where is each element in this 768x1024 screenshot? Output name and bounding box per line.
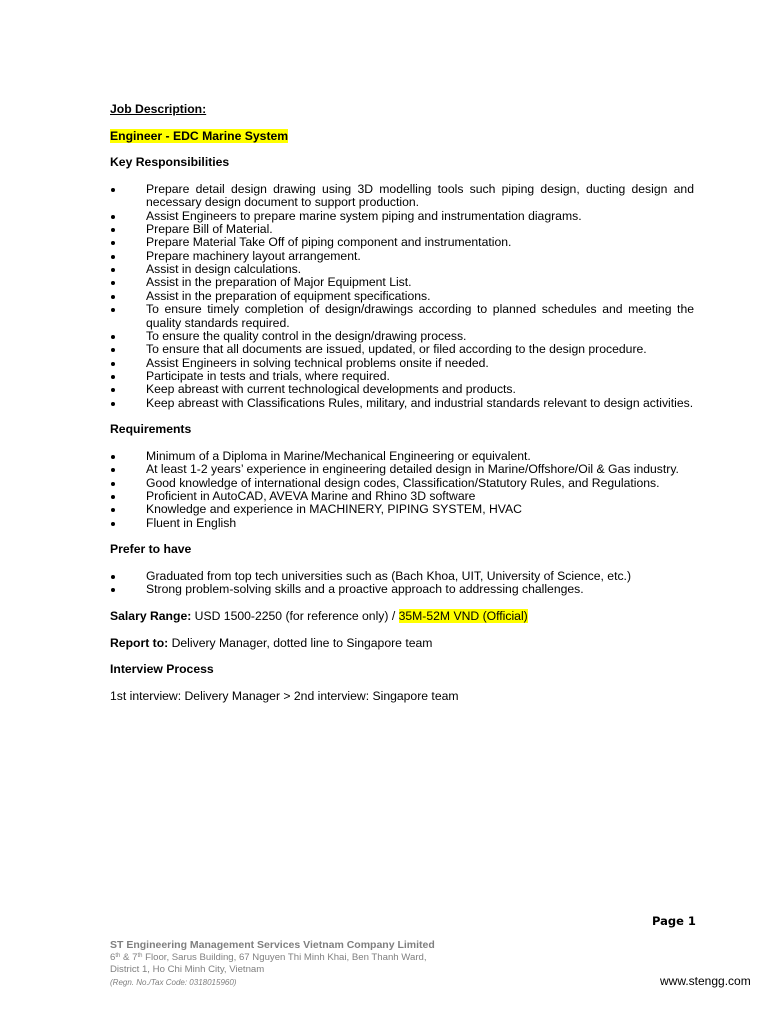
list-item: Assist Engineers in solving technical problems onsite if needed. [110, 357, 694, 370]
list-item: Keep abreast with current technological developments and products. [110, 383, 694, 396]
list-item: Proficient in AutoCAD, AVEVA Marine and Rhino 3D software [110, 490, 694, 503]
list-item: Strong problem-solving skills and a proactive approach to addressing challenges. [110, 583, 694, 596]
list-item: Assist in the preparation of equipment specifications. [110, 290, 694, 303]
requirements-heading: Requirements [110, 422, 192, 437]
page-number: Page 1 [652, 914, 696, 928]
footer-sup-th-2: th [137, 952, 143, 959]
interview-text: 1st interview: Delivery Manager > 2nd interview: Singapore team [110, 689, 459, 704]
document-heading: Job Description: [110, 102, 207, 116]
list-item: Assist Engineers to prepare marine system piping and instrumentation diagrams. [110, 210, 694, 223]
prefer-list [110, 570, 694, 597]
footer-registration: (Regn. No./Tax Code: 0318015960) [110, 977, 237, 987]
key-responsibilities-list [110, 183, 694, 410]
footer-sup-th: th [115, 952, 121, 959]
prefer-heading: Prefer to have [110, 542, 192, 557]
list-item: At least 1-2 years’ experience in engineering detailed design in Marine/Offshore/Oil & Gas industry. [110, 463, 694, 476]
list-item: To ensure that all documents are issued, updated, or filed according to the design procedure. [110, 343, 694, 356]
footer-address-rest: Floor, Sarus Building, 67 Nguyen Thi Minh Khai, Ben Thanh Ward, [142, 951, 427, 963]
footer-company: ST Engineering Management Services Vietnam Company Limited [110, 939, 435, 951]
salary-range [110, 610, 694, 623]
footer-floor-amp: & 7 [120, 951, 138, 963]
list-item: Prepare Bill of Material. [110, 223, 694, 236]
list-item: Prepare detail design drawing using 3D modelling tools such piping design, ducting design and necessary design document to support production. [110, 183, 694, 210]
list-item: Participate in tests and trials, where required. [110, 370, 694, 383]
job-title-highlight: Engineer - EDC Marine System [110, 128, 289, 143]
key-responsibilities-heading: Key Responsibilities [110, 155, 230, 170]
footer-floor-6: 6 [110, 951, 116, 963]
list-item: Good knowledge of international design codes, Classification/Statutory Rules, and Regulations. [110, 477, 694, 490]
salary-usd: USD 1500-2250 (for reference only) / [191, 609, 399, 624]
footer-address-line-1 [110, 952, 510, 965]
salary-label: Salary Range: [110, 609, 192, 624]
website-link[interactable]: www.stengg.com [660, 974, 751, 988]
list-item: To ensure timely completion of design/drawings according to planned schedules and meeting the quality standards required. [110, 303, 694, 330]
list-item: To ensure the quality control in the design/drawing process. [110, 330, 694, 343]
report-label: Report to: [110, 635, 169, 650]
requirements-list [110, 450, 694, 530]
document-body [110, 103, 694, 703]
job-title [110, 130, 694, 143]
list-item: Minimum of a Diploma in Marine/Mechanical Engineering or equivalent. [110, 450, 694, 463]
list-item: Assist in design calculations. [110, 263, 694, 276]
footer [110, 939, 510, 989]
interview-heading: Interview Process [110, 662, 214, 677]
list-item: Prepare machinery layout arrangement. [110, 250, 694, 263]
salary-vnd: 35M-52M VND (Official) [398, 609, 528, 624]
list-item: Keep abreast with Classifications Rules, military, and industrial standards relevant to design activities. [110, 397, 694, 410]
list-item: Graduated from top tech universities such as (Bach Khoa, UIT, University of Science, etc.) [110, 570, 694, 583]
list-item: Prepare Material Take Off of piping component and instrumentation. [110, 236, 694, 249]
report-to [110, 637, 694, 650]
list-item: Fluent in English [110, 517, 694, 530]
report-value: Delivery Manager, dotted line to Singapore team [168, 635, 433, 650]
list-item: Knowledge and experience in MACHINERY, PIPING SYSTEM, HVAC [110, 503, 694, 516]
footer-address-line-2: District 1, Ho Chi Minh City, Vietnam [110, 964, 265, 975]
list-item: Assist in the preparation of Major Equipment List. [110, 276, 694, 289]
